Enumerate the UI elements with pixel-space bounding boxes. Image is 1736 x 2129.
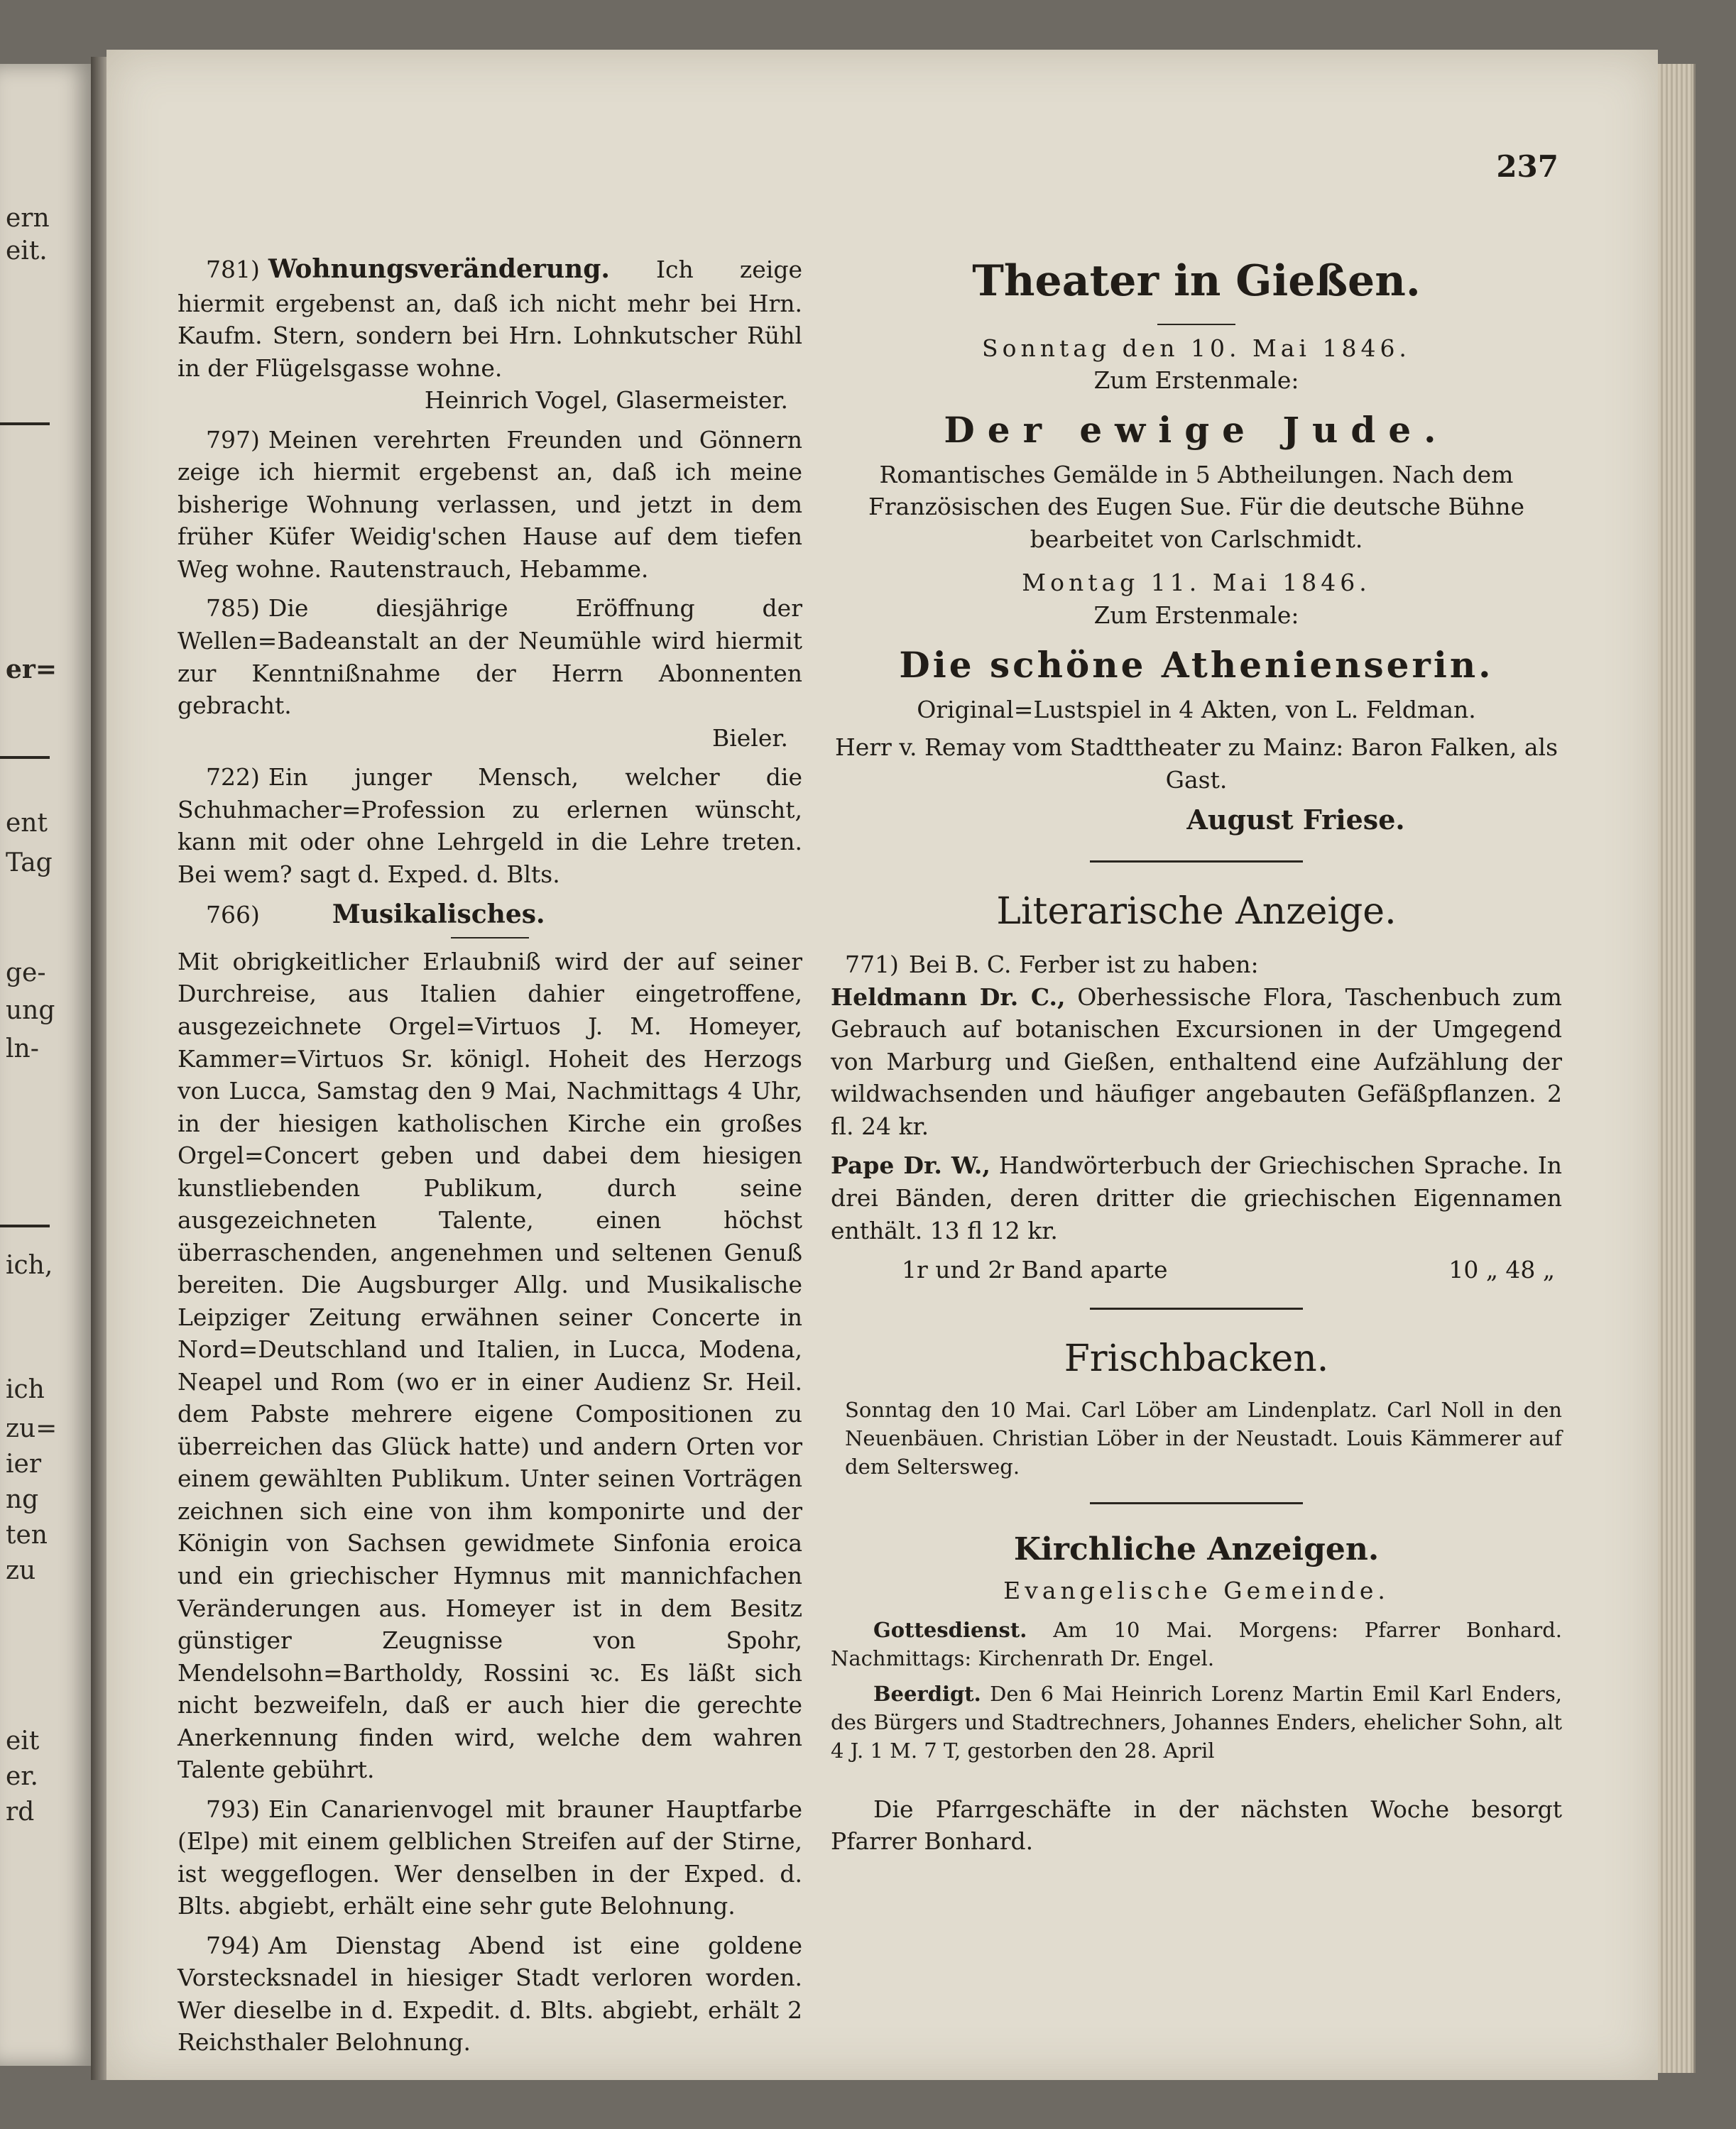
- page-edge: [1658, 64, 1696, 2073]
- book-text: Oberhessische Flora, Taschenbuch zum Gebrauch auf botanischen Excursionen in der Umgegend von Marburg und Gießen, enthaltend eine Aufzählung der wildwachsenden und häufiger angebauten Gefäßpflanzen. 2 fl. 24 kr.: [831, 983, 1562, 1140]
- ad-text: Ein Canarienvogel mit brauner Hauptfarbe (Elpe) mit einem gelblichen Streifen auf der Stirne, ist weggeflogen. Wer denselben in der Exped. d. Blts. abgiebt, erhält eine sehr gute Belohnung.: [178, 1795, 802, 1920]
- ad-number: 793): [206, 1795, 260, 1823]
- prev-fragment: ern: [6, 204, 50, 233]
- page-number: 237: [1496, 149, 1558, 184]
- church-title: Kirchliche Anzeigen.: [1013, 1531, 1380, 1568]
- ad-766: [178, 897, 802, 1785]
- ad-number: 766): [206, 901, 260, 929]
- left-column: [178, 252, 802, 2066]
- bakers-text: Sonntag den 10 Mai. Carl Löber am Lindenplatz. Carl Noll in den Neuenbäuen. Christian Löber in der Neustadt. Louis Kämmerer auf dem Seltersweg.: [845, 1398, 1562, 1479]
- performance-note: Zum Erstenmale:: [1093, 366, 1299, 395]
- ad-794: [178, 1930, 802, 2059]
- church-entry-text: Den 6 Mai Heinrich Lorenz Martin Emil Karl Enders, des Bürgers und Stadtrechners, Johannes Enders, ehelicher Sohn, alt 4 J. 1 M. 7 T, gestorben den 28. April: [831, 1681, 1563, 1763]
- prev-fragment: rd: [6, 1797, 35, 1827]
- ad-number: 794): [206, 1931, 260, 1959]
- ad-785: [178, 592, 802, 754]
- ad-number: 797): [206, 425, 260, 454]
- ad-text: Am Dienstag Abend ist eine goldene Vorstecksnadel in hiesiger Stadt verloren worden. Wer dieselbe in d. Expedit. d. Blts. abgiebt, erhält 2 Reichsthaler Belohnung.: [178, 1931, 802, 2057]
- play-description: Original=Lustspiel in 4 Akten, von L. Feldman.: [917, 695, 1476, 723]
- book-author: Pape Dr. W.,: [831, 1151, 990, 1180]
- church-footer: Die Pfarrgeschäfte in der nächsten Woche besorgt Pfarrer Bonhard.: [831, 1795, 1562, 1856]
- ad-heading: Musikalisches.: [332, 899, 545, 930]
- prev-fragment: eit: [6, 1726, 40, 1756]
- right-column: [831, 252, 1562, 1858]
- book-entry: [831, 1149, 1562, 1247]
- play-title: Die schöne Athenienserin.: [899, 643, 1494, 686]
- performance-date: Montag 11. Mai 1846.: [1022, 569, 1371, 597]
- section-rule: [1090, 1502, 1303, 1504]
- ad-number: 781): [206, 256, 260, 283]
- prev-fragment: zu=: [6, 1414, 58, 1443]
- book-author: Heldmann Dr. C.,: [831, 983, 1066, 1011]
- prev-fragment: ier: [6, 1450, 42, 1479]
- ad-text: Meinen verehrten Freunden und Gönnern zeige ich hiermit ergebenst an, daß ich meine bisherige Wohnung verlassen, und jetzt in dem früher Küfer Weidig'schen Hause auf dem tiefen Weg wohne. Rautenstrauch, Hebamme.: [178, 425, 802, 583]
- church-entry: [831, 1616, 1562, 1673]
- prev-fragment: ln-: [6, 1034, 39, 1063]
- prev-rule: [0, 422, 50, 425]
- performance-note: Zum Erstenmale:: [1093, 601, 1299, 629]
- ad-text: Ich zeige hiermit ergebenst an, daß ich nicht mehr bei Hrn. Kaufm. Stern, sondern bei Hrn. Lohnkutscher Rühl in der Flügelsgasse wohne.: [178, 256, 802, 382]
- prev-fragment: ge-: [6, 958, 46, 987]
- book-entry: [831, 981, 1562, 1143]
- prev-fragment: ung: [6, 996, 55, 1025]
- church-entry-text: Am 10 Mai. Morgens: Pfarrer Bonhard. Nachmittags: Kirchenrath Dr. Engel.: [831, 1617, 1562, 1670]
- play-title: Der ewige Jude.: [944, 408, 1449, 451]
- title-rule: [1157, 324, 1235, 325]
- literary-intro: 771) Bei B. C. Ferber ist zu haben:: [845, 951, 1259, 979]
- ad-heading: Wohnungsveränderung.: [268, 254, 610, 284]
- prev-fragment: ent: [6, 809, 48, 838]
- ad-793: [178, 1793, 802, 1922]
- heading-rule: [451, 937, 529, 938]
- ad-text: Die diesjährige Eröffnung der Wellen=Badeanstalt an der Neumühle wird hiermit zur Kenntnißnahme der Herrn Abonnenten gebracht.: [178, 594, 802, 720]
- prev-fragment: ng: [6, 1485, 39, 1514]
- bakers-title: Frischbacken.: [1064, 1337, 1329, 1380]
- ad-signature: Bieler.: [711, 723, 788, 752]
- prev-fragment: ten: [6, 1521, 48, 1550]
- guest-info: Herr v. Remay vom Stadttheater zu Mainz: Baron Falken, als Gast.: [834, 733, 1558, 794]
- prev-rule: [0, 756, 50, 759]
- book-extra: [831, 1254, 1562, 1286]
- previous-page: [0, 64, 94, 2066]
- ad-781: [178, 252, 802, 417]
- prev-fragment: er=: [6, 655, 58, 684]
- book-text: Handwörterbuch der Griechischen Sprache. In drei Bänden, deren dritter die griechischen Eigennamen enthält.: [831, 1151, 1563, 1244]
- book-extra-label: 1r und 2r Band aparte: [902, 1256, 1168, 1284]
- ad-signature: Heinrich Vogel, Glasermeister.: [424, 386, 788, 415]
- section-rule: [1090, 860, 1303, 863]
- church-entry-label: Gottesdienst.: [873, 1617, 1027, 1642]
- prev-fragment: zu: [6, 1556, 36, 1585]
- performance-date: Sonntag den 10. Mai 1846.: [982, 334, 1411, 362]
- newspaper-page: [107, 50, 1658, 2080]
- prev-fragment: ich,: [6, 1251, 53, 1280]
- ad-number: 722): [206, 763, 260, 792]
- ad-text: Mit obrigkeitlicher Erlaubniß wird der auf seiner Durchreise, aus Italien dahier eingetroffene, ausgezeichnete Orgel=Virtuos J. M. Homeyer, Kammer=Virtuos Sr. königl. Hoheit des Herzogs von Lucca, Samstag den 9 Mai, Nachmittags 4 Uhr, in der hiesigen katholischen Kirche ein großes Orgel=Concert geben und dabei dem hiesigen kunstliebenden Publikum, durch seine ausgezeichneten Talente, einen höchst überraschenden, angenehmen und seltenen Genuß bereiten. Die Augsburger Allg. und Musikalische Leipziger Zeitung erwähnen seiner Concerte in Nord=Deutschland und Italien, in Lucca, Modena, Neapel und Rom (wo er in einer Audienz Sr. Heil. dem Pabste mehrere eigene Compositionen zu überreichen das Glück hatte) und andern Orten vor einem gewählten Publikum. Unter seinen Vorträgen zeichnen sich eine von ihm komponirte und der Königin von Sachsen gewidmete Sinfonia eroica und ein griechischer Hymnus mit mannichfachen Veränderungen aus. Homeyer ist in dem Besitz günstiger Zeugnisse von Spohr, Mendelsohn=Bartholdy, Rossini ꝛc. Es läßt sich nicht bezweifeln, daß er auch hier die gerechte Anerkennung finden wird, welche dem wahren Talente gebührt.: [178, 947, 802, 1784]
- theater-signature: August Friese.: [1186, 804, 1405, 836]
- prev-rule: [0, 1225, 50, 1227]
- prev-fragment: eit.: [6, 236, 48, 266]
- prev-fragment: er.: [6, 1762, 39, 1791]
- prev-fragment: Tag: [6, 848, 53, 877]
- church-entry-label: Beerdigt.: [873, 1681, 981, 1706]
- play-description: Romantisches Gemälde in 5 Abtheilungen. Nach dem Französischen des Eugen Sue. Für die deutsche Bühne bearbeitet von Carlschmidt.: [868, 460, 1524, 553]
- church-subtitle: Evangelische Gemeinde.: [1003, 1577, 1390, 1605]
- literary-title: Literarische Anzeige.: [996, 890, 1397, 933]
- church-entry: [831, 1680, 1562, 1765]
- ad-number: 785): [206, 594, 260, 623]
- book-price: 13 fl 12 kr.: [929, 1216, 1058, 1244]
- ad-722: [178, 761, 802, 890]
- book-extra-price: 10 „ 48 „: [1448, 1256, 1555, 1284]
- ad-797: [178, 424, 802, 586]
- theater-title: Theater in Gießen.: [972, 256, 1421, 306]
- section-rule: [1090, 1308, 1303, 1310]
- ad-number: 771): [845, 951, 899, 979]
- ad-text: Ein junger Mensch, welcher die Schuhmacher=Profession zu erlernen wünscht, kann mit oder ohne Lehrgeld in die Lehre treten. Bei wem? sagt d. Exped. d. Blts.: [178, 763, 802, 888]
- prev-fragment: ich: [6, 1375, 45, 1404]
